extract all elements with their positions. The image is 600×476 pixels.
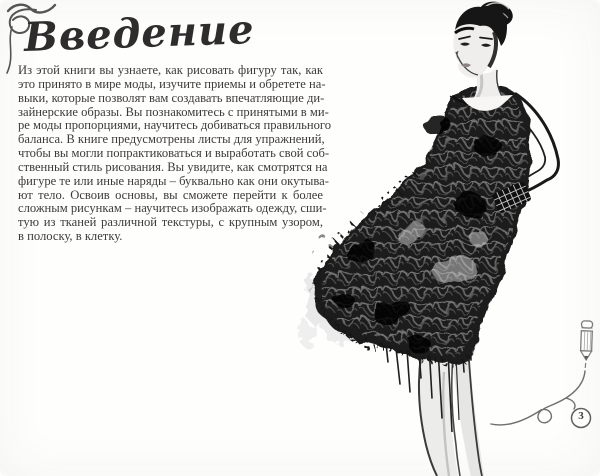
legs — [419, 352, 484, 476]
body-line: зайнерские образы. Вы познакомитесь с принятыми в ми- — [18, 104, 329, 119]
body-line: фигуре те или иные наряды – буквально как они окутыва- — [18, 173, 329, 188]
body-line: сложным рисункам – научитесь изображать одежду, сши- — [18, 201, 327, 216]
pencil-icon — [580, 321, 593, 368]
body-line: чтобы вы могли попрактиковаться и выработать свой соб- — [18, 146, 330, 161]
page-title: Введение — [23, 5, 256, 62]
body-line: в полоску, в клетку. — [18, 229, 123, 244]
pencil-doodle — [480, 315, 600, 445]
body-line: баланса. В книге предусмотрены листы для упражнений, — [18, 132, 325, 147]
head — [453, 0, 515, 78]
body-line: тую из тканей различной текстуры, с крупным узором, — [18, 215, 323, 230]
body-line: ют тело. Освоив основы, вы сможете перейти к более — [18, 187, 323, 202]
intro-paragraph — [18, 63, 332, 244]
body-line: это принято в мире моды, изучите приемы и обретете на- — [18, 76, 326, 91]
body-line: ре моды пропорциями, научитесь добиваться правильного — [18, 118, 332, 133]
page-number: 3 — [578, 410, 584, 422]
body-line: выки, которые позволят вам создавать впечатляющие ди- — [18, 90, 325, 105]
body-line: Из этой книги вы узнаете, как рисовать фигуру так, как — [18, 63, 323, 77]
body-line: ственный стиль рисования. Вы увидите, как смотрятся на — [18, 159, 328, 174]
